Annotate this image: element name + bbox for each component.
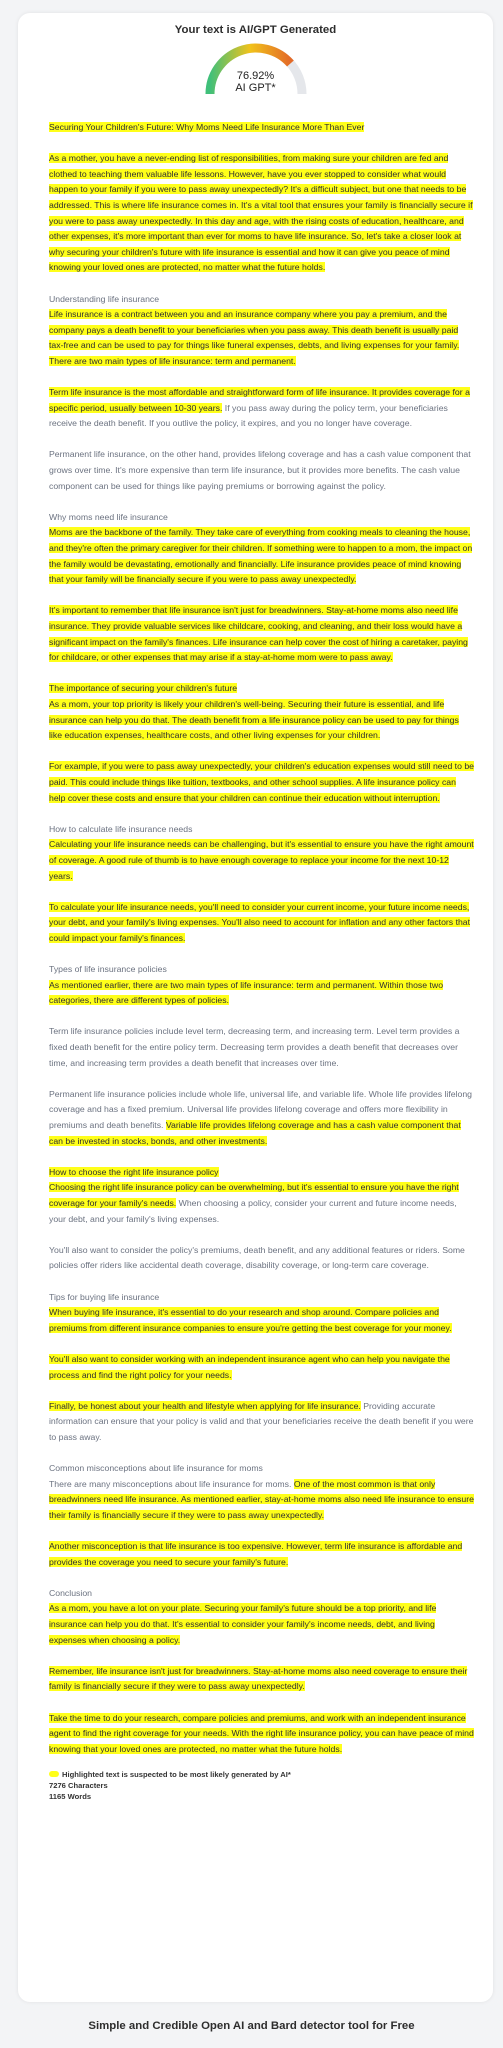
human-text: Why moms need life insurance — [49, 511, 168, 522]
word-count: 1165 Words — [49, 1791, 92, 1801]
ai-highlighted-text: As a mom, your top priority is likely your children's well-being. Securing their future is essential, and life insurance can help you do that. The death benefit from a life insurance policy can be used to pay for things like education expenses, healthcare costs, and other living expenses for your children. — [49, 698, 459, 741]
ai-score-gauge — [200, 42, 312, 100]
human-text: Permanent life insurance, on the other hand, provides lifelong coverage and has a cash value component that grows over time. It's more expensive than term life insurance, but it provides more benefits. The cash value component can be used for things like paying premiums or borrowing against the policy. — [49, 449, 471, 491]
text-paragraph — [49, 1024, 474, 1071]
text-paragraph — [49, 962, 474, 1009]
text-paragraph — [49, 603, 474, 665]
ai-highlighted-text: It's important to remember that life insurance isn't just for breadwinners. Stay-at-home moms also need life insurance. They provide valuable services like childcare, cooking, and cleaning, and their loss would have a significant impact on the family's finances. Life insurance can help cover the cost of hiring a caretaker, paying for childcare, or other expenses that may arise if a stay-at-home mom were to pass away. — [49, 605, 468, 663]
ai-highlighted-text: To calculate your life insurance needs, you'll need to consider your current income, your future income needs, your debt, and your family's living expenses. You'll also need to account for inflation and any other factors that could impact your family's finances. — [49, 901, 471, 943]
human-text: Understanding life insurance — [49, 293, 160, 304]
ai-highlighted-text: Securing Your Children's Future: Why Moms Need Life Insurance More Than Ever — [49, 122, 365, 132]
human-text: There are many misconceptions about life insurance for moms. — [49, 1478, 294, 1489]
text-paragraph — [49, 1711, 474, 1758]
human-text: Permanent life insurance policies include whole life, universal life, and variable life. Whole life provides lifelong coverage and has a fixed premium. Universal life provides lifelong coverage and offers more flexibility in premiums and death benefits. — [49, 1088, 473, 1130]
ai-highlighted-text: Choosing the right life insurance policy can be overwhelming, but it's essential to ensure you have the right coverage for your family's needs. — [49, 1182, 459, 1208]
ai-highlighted-text: When buying life insurance, it's essential to do your research and shop around. Compare policies and premiums from different insurance companies to ensure you're getting the best coverage for your money. — [49, 1307, 452, 1333]
ai-highlighted-text: One of the most common is that only breadwinners need life insurance. As mentioned earlier, stay-at-home moms also need life insurance to ensure their family is financially secure if they were to pass away unexpectedly. — [49, 1478, 474, 1520]
ai-highlighted-text: Finally, be honest about your health and lifestyle when applying for life insurance. — [49, 1400, 361, 1411]
human-text: How to calculate life insurance needs — [49, 823, 193, 834]
character-count: 7276 Characters — [49, 1780, 108, 1790]
site-tagline: Simple and Credible Open AI and Bard detector tool for Free — [88, 2020, 415, 2032]
gauge-caption: AI GPT* — [235, 82, 276, 94]
text-paragraph — [49, 447, 474, 494]
ai-highlighted-text: Life insurance is a contract between you and an insurance company where you pay a premium, and the company pays a death benefit to your beneficiaries when you pass away. This death benefit is usually paid tax-free and can be used to pay for things like funeral expenses, debts, and living expenses for your family. There are two main types of life insurance: term and permanent. — [49, 309, 460, 366]
text-paragraph — [49, 1243, 474, 1274]
text-paragraph — [49, 1087, 474, 1149]
ai-highlighted-text: Moms are the backbone of the family. They take care of everything from cooking meals to cleaning the house, and they're often the primary caregiver for their children. If something were to happen to a mom, the impact on the family would be devastating, emotionally and financially. Life insurance provides peace of mind knowing that your family will be financially secure if you were to pass away unexpectedly. — [49, 527, 473, 585]
ai-highlighted-text: Variable life provides lifelong coverage and has a cash value component that can be invested in stocks, bonds, and other investments. — [49, 1120, 461, 1146]
text-paragraph — [49, 1664, 474, 1695]
gauge-readout — [200, 70, 312, 94]
text-paragraph — [49, 1586, 474, 1648]
text-paragraph — [49, 120, 474, 136]
text-paragraph — [49, 900, 474, 947]
ai-highlighted-text: For example, if you were to pass away unexpectedly, your children's education expenses would still need to be paid. This could include things like tuition, textbooks, and other school supplies. A life insurance policy can help cover these costs and ensure that your children can continue their education without interruption. — [49, 761, 475, 803]
human-text: If you pass away during the policy term, your beneficiaries receive the death benefit. If you outlive the policy, it expires, and you no longer have coverage. — [49, 402, 448, 429]
ai-highlighted-text: Remember, life insurance isn't just for breadwinners. Stay-at-home moms also need coverage to ensure their family is financially secure if they were to pass away unexpectedly. — [49, 1665, 468, 1692]
text-paragraph — [49, 1461, 474, 1523]
highlight-swatch — [49, 1771, 59, 1777]
ai-highlighted-text: You'll also want to consider working with an independent insurance agent who can help you navigate the process and find the right policy for your needs. — [49, 1353, 450, 1380]
text-paragraph — [49, 510, 474, 588]
ai-highlighted-text: Take the time to do your research, compare policies and premiums, and work with an independent insurance agent to find the right coverage for your needs. With the right life insurance policy, you can have peace of mind knowing that your loved ones are protected, no matter what the future holds. — [49, 1712, 474, 1754]
ai-highlighted-text: As mentioned earlier, there are two main types of life insurance: term and permanent. Within those two categories, there are different types of policies. — [49, 979, 444, 1006]
human-text: When choosing a policy, consider your current and future income needs, your debt, and your family's living expenses. — [49, 1197, 457, 1224]
text-paragraph — [49, 292, 474, 370]
human-text: Conclusion — [49, 1587, 92, 1598]
analyzed-text — [49, 120, 474, 1757]
human-text: Types of life insurance policies — [49, 964, 167, 975]
result-card — [18, 13, 493, 2002]
text-paragraph — [49, 1539, 474, 1570]
text-paragraph — [49, 1352, 474, 1383]
human-text: Common misconceptions about life insurance for moms — [49, 1463, 263, 1474]
result-title: Your text is AI/GPT Generated — [174, 24, 337, 36]
text-paragraph — [49, 1165, 474, 1227]
ai-highlighted-text: Term life insurance is the most affordable and straightforward form of life insurance. It provides coverage for a specific period, usually between 10-30 years. — [49, 387, 470, 413]
text-paragraph — [49, 1399, 474, 1446]
text-paragraph — [49, 1290, 474, 1337]
text-paragraph — [49, 759, 474, 806]
ai-highlighted-text: Another misconception is that life insurance is too expensive. However, term life insurance is affordable and provides the coverage you need to secure your family's future. — [49, 1541, 463, 1567]
ai-highlighted-text: The importance of securing your children's future — [49, 683, 238, 694]
text-paragraph — [49, 822, 474, 884]
result-footer — [49, 1769, 474, 1802]
ai-highlighted-text: As a mother, you have a never-ending list of responsibilities, from making sure your children are fed and clothed to teaching them valuable life lessons. However, have you ever stopped to consider what would happen to your family if you were to pass away unexpectedly? It's a difficult subject, but one that needs to be addressed. This is where life insurance comes in. It's a vital tool that ensures your family is financially secure if you were to pass away unexpectedly. In this day and age, with the rising costs of education, healthcare, and other expenses, it's more important than ever for moms to have life insurance. So, let's take a closer look at why securing your children's future with life insurance is essential and how it can give you peace of mind knowing your loved ones are protected, no matter what the future holds. — [49, 153, 473, 273]
ai-highlighted-text: How to choose the right life insurance policy — [49, 1166, 219, 1177]
human-text: Term life insurance policies include level term, decreasing term, and increasing term. Level term provides a fixed death benefit for the entire policy term. Decreasing term provides a death benefit that decreases over time, and increasing term provides a death benefit that increases over time. — [49, 1026, 460, 1068]
legend-text: Highlighted text is suspected to be most likely generated by AI* — [62, 1769, 291, 1779]
highlight-legend — [49, 1769, 474, 1780]
human-text: Providing accurate information can ensure that your policy is valid and that your beneficiaries receive the death benefit if you were to pass away. — [49, 1400, 474, 1442]
text-paragraph — [49, 385, 474, 432]
human-text: Tips for buying life insurance — [49, 1291, 160, 1302]
text-paragraph — [49, 151, 474, 276]
ai-highlighted-text: As a mom, you have a lot on your plate. Securing your family's future should be a top priority, and life insurance can help you do that. It's essential to consider your family's income needs, debt, and living expenses when choosing a policy. — [49, 1603, 437, 1645]
gauge-percent: 76.92% — [236, 70, 275, 82]
text-paragraph — [49, 681, 474, 743]
human-text: You'll also want to consider the policy's premiums, death benefit, and any additional features or riders. Some policies offer riders like accidental death coverage, disability coverage, or long-term care coverage. — [49, 1244, 465, 1271]
ai-highlighted-text: Calculating your life insurance needs can be challenging, but it's essential to ensure you have the right amount of coverage. A good rule of thumb is to have enough coverage to replace your income for the next 10-12 years. — [49, 839, 474, 881]
